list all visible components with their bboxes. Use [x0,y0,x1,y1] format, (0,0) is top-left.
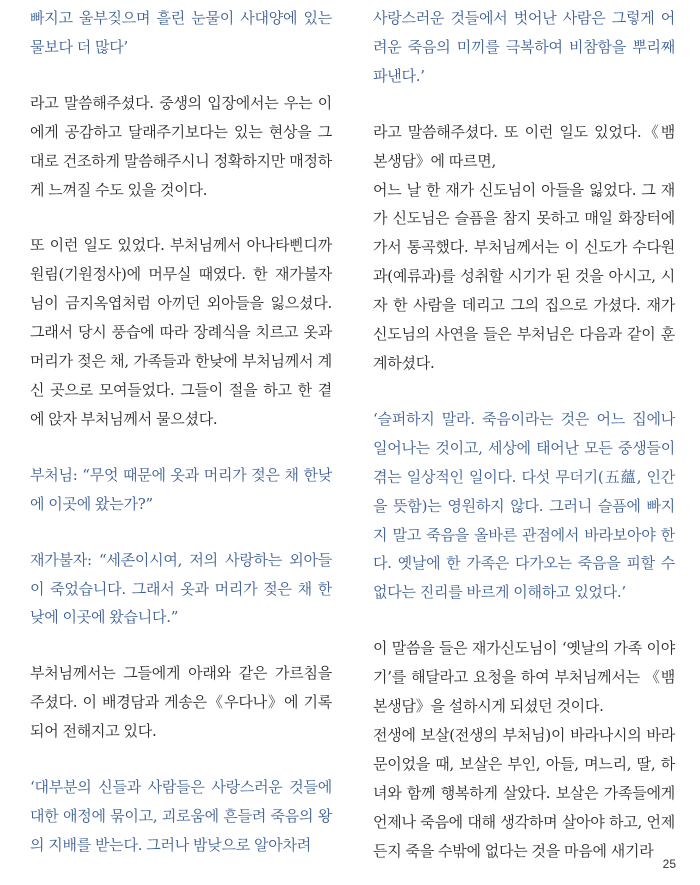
body-paragraph: 전생에 보살(전생의 부처님)이 바라나시의 바라문이었을 때, 보살은 부인, 아들, 며느리, 딸, 하녀와 함께 행복하게 살았다. 보살은 가족들에게 언제나 죽음에 대해 생각하며 살아야 하고, 언제든지 죽을 수밖에 없다는 것을 마음에 새기라 [373,725,675,860]
quote-paragraph: ‘슬퍼하지 말라. 죽음이라는 것은 어느 집에나 일어나는 것이고, 세상에 태어난 모든 중생들이 겪는 일상적인 일이다. 다섯 무더기(五蘊, 인간을 뜻함)는 영원하지 않다. 그러니 슬픔에 빠지지 말고 죽음을 올바른 관점에서 바라보아야 한다. 옛날에 한 가족은 다가오는 죽음을 피할 수 없다는 진리를 바르게 이해하고 있었다.’ [373,409,675,602]
quote-paragraph: 재가불자: “세존이시여, 저의 사랑하는 외아들이 죽었습니다. 그래서 옷과 머리가 젖은 채 한낮에 이곳에 왔습니다.” [30,550,332,627]
body-paragraph: 이 말씀을 들은 재가신도님이 ‘옛날의 가족 이야기’를 해달라고 요청을 하여 부처님께서는 《뱀 본생담》을 설하시게 되셨던 것이다. [373,639,675,716]
body-paragraph: 부처님께서는 그들에게 아래와 같은 가르침을 주셨다. 이 배경담과 게송은《우다나》에 기록되어 전해지고 있다. [30,664,332,741]
body-paragraph: 또 이런 일도 있었다. 부처님께서 아나타삔디까원림(기원정사)에 머무실 때였다. 한 재가불자님이 금지옥엽처럼 아끼던 외아들을 잃으셨다. 그래서 당시 풍습에 따라 장례식을 치르고 옷과 머리가 젖은 채, 가족들과 한낮에 부처님께서 계신 곳으로 모여들었다. 그들이 절을 하고 한 곁에 앉자 부처님께서 물으셨다. [30,236,332,428]
quote-paragraph: 빠지고 울부짖으며 흘린 눈물이 사대양에 있는 물보다 더 많다’ [30,9,332,56]
body-paragraph: 라고 말씀해주셨다. 또 이런 일도 있었다.《뱀 본생담》에 따르면, [373,122,675,170]
quote-paragraph: ‘대부분의 신들과 사람들은 사랑스러운 것들에 대한 애정에 묶이고, 괴로움에 흔들려 죽음의 왕의 지배를 받는다. 그러나 밤낮으로 알아차려 [30,778,332,854]
body-paragraph: 어느 날 한 재가 신도님이 아들을 잃었다. 그 재가 신도님은 슬픔을 참지 못하고 매일 화장터에 가서 통곡했다. 부처님께서는 이 신도가 수다원과(예류과)를 성취할 시기가 된 것을 아시고, 시자 한 사람을 데리고 그의 집으로 가셨다. 재가신도님의 사연을 들은 부처님은 다음과 같이 훈계하셨다. [373,180,675,372]
quote-paragraph: 부처님: “무엇 때문에 옷과 머리가 젖은 채 한낮에 이곳에 왔는가?” [30,465,332,513]
page-number: 25 [662,857,676,871]
right-column [373,4,675,865]
left-column [30,4,332,860]
body-paragraph: 라고 말씀해주셨다. 중생의 입장에서는 우는 이에게 공감하고 달래주기보다는 있는 현상을 그대로 건조하게 말씀해주시니 정확하지만 매정하게 느껴질 수도 있을 것이다. [30,93,332,199]
quote-paragraph: 사랑스러운 것들에서 벗어난 사람은 그렇게 어려운 죽음의 미끼를 극복하여 비참함을 뿌리째 파낸다.’ [373,9,675,85]
